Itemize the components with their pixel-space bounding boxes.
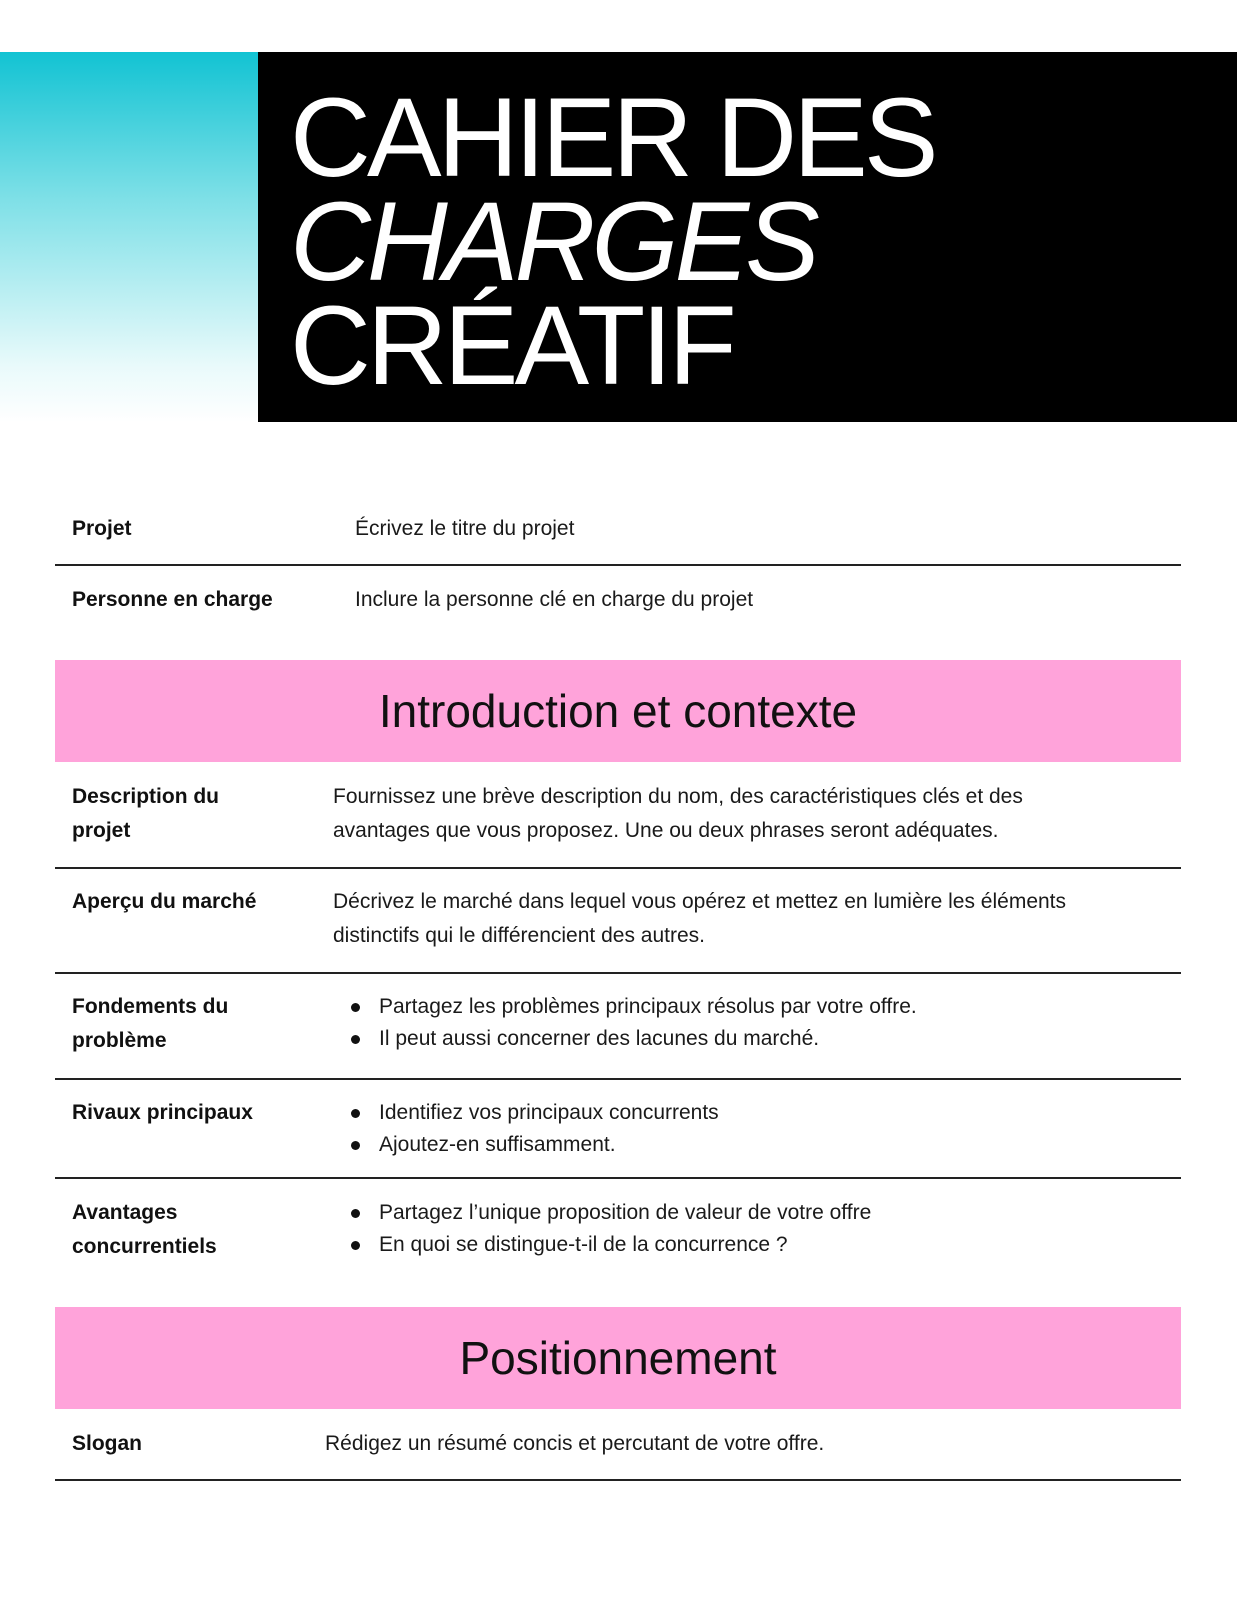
- title-line-1: CAHIER DES: [290, 75, 935, 200]
- title-line-3: CRÉATIF: [290, 283, 733, 408]
- row-value: Décrivez le marché dans lequel vous opérez et mettez en lumière les éléments: [333, 890, 1067, 913]
- divider: [55, 1479, 1181, 1481]
- row-label: concurrentiels: [72, 1235, 217, 1258]
- row-label: Slogan: [72, 1432, 143, 1455]
- gradient-accent: [0, 52, 258, 422]
- section-header-introduction: [55, 660, 1181, 762]
- title-line-2: CHARGES: [290, 179, 816, 304]
- row-label: Rivaux principaux: [72, 1101, 253, 1124]
- row-label: Fondements du: [72, 995, 229, 1018]
- row-label: Aperçu du marché: [72, 890, 257, 913]
- row-label: Description du: [72, 785, 220, 808]
- row-value: avantages que vous proposez. Une ou deux phrases seront adéquates.: [333, 819, 999, 842]
- row-value: distinctifs qui le différencient des autres.: [333, 924, 705, 947]
- bullet-list: [351, 1197, 871, 1261]
- section-title: Introduction et contexte: [378, 685, 858, 737]
- row-value: Fournissez une brève description du nom, des caractéristiques clés et des: [333, 785, 1023, 808]
- list-item: Identifiez vos principaux concurrents: [351, 1097, 719, 1129]
- row-value: Rédigez un résumé concis et percutant de votre offre.: [325, 1432, 825, 1455]
- info-label: Projet: [72, 517, 132, 540]
- list-item: Partagez l’unique proposition de valeur de votre offre: [351, 1197, 871, 1229]
- bullet-list: [351, 991, 917, 1055]
- info-value: Écrivez le titre du projet: [355, 517, 575, 540]
- row-label: problème: [72, 1029, 167, 1052]
- list-item: Partagez les problèmes principaux résolus par votre offre.: [351, 991, 917, 1023]
- row-label: Avantages: [72, 1201, 178, 1224]
- list-item: En quoi se distingue-t-il de la concurrence ?: [351, 1229, 871, 1261]
- bullet-list: [351, 1097, 719, 1161]
- row-label: projet: [72, 819, 131, 842]
- divider: [55, 972, 1181, 974]
- info-label: Personne en charge: [72, 588, 273, 611]
- section-title: Positionnement: [459, 1332, 777, 1384]
- divider: [55, 1078, 1181, 1080]
- divider: [55, 1177, 1181, 1179]
- list-item: Il peut aussi concerner des lacunes du marché.: [351, 1023, 917, 1055]
- section-header-positioning: [55, 1307, 1181, 1409]
- list-item: Ajoutez-en suffisamment.: [351, 1129, 719, 1161]
- divider: [55, 564, 1181, 566]
- info-value: Inclure la personne clé en charge du projet: [355, 588, 754, 611]
- divider: [55, 867, 1181, 869]
